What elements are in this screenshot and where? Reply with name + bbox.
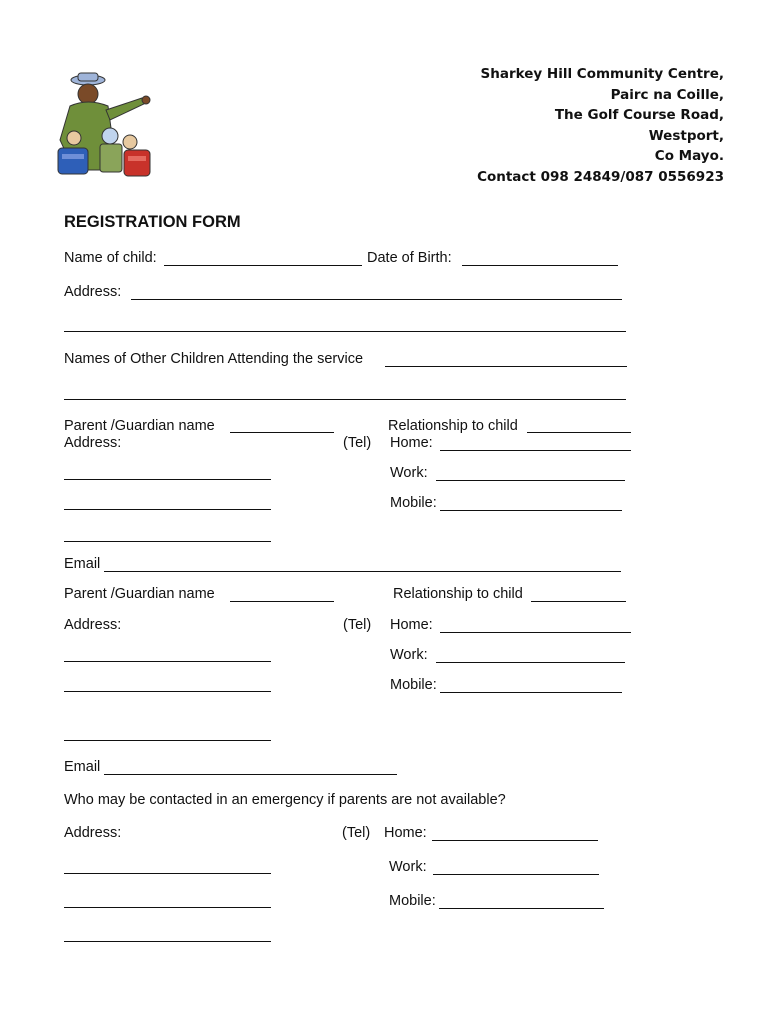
address-field-line-1[interactable] bbox=[131, 299, 622, 300]
centre-address bbox=[477, 64, 724, 188]
parent1-home-field[interactable] bbox=[440, 450, 631, 451]
parent2-address-label: Address: bbox=[64, 617, 122, 633]
parent1-work-label: Work: bbox=[390, 465, 428, 481]
parent2-home-label: Home: bbox=[390, 617, 433, 633]
parent1-tel-label: (Tel) bbox=[343, 435, 372, 451]
emergency-address-field-2[interactable] bbox=[64, 907, 271, 908]
parent1-address-field-3[interactable] bbox=[64, 541, 271, 542]
emergency-tel-label: (Tel) bbox=[342, 825, 371, 841]
emergency-question: Who may be contacted in an emergency if parents are not available? bbox=[64, 792, 506, 808]
parent1-work-field[interactable] bbox=[436, 480, 625, 481]
address-line: Co Mayo. bbox=[654, 148, 724, 165]
parent1-name-label: Parent /Guardian name bbox=[64, 418, 215, 434]
parent2-name-label: Parent /Guardian name bbox=[64, 586, 215, 602]
parent1-address-field-1[interactable] bbox=[64, 479, 271, 480]
name-of-child-field[interactable] bbox=[164, 265, 362, 266]
parent1-relationship-label: Relationship to child bbox=[388, 418, 518, 434]
parent2-address-field-2[interactable] bbox=[64, 691, 271, 692]
name-of-child-label: Name of child: bbox=[64, 250, 157, 266]
contact-line: Contact 098 24849/087 0556923 bbox=[477, 168, 724, 185]
parent2-relationship-field[interactable] bbox=[531, 601, 626, 602]
emergency-address-field-1[interactable] bbox=[64, 873, 271, 874]
address-line: Westport, bbox=[648, 127, 724, 144]
parent1-mobile-label: Mobile: bbox=[390, 495, 437, 511]
address-line: Pairc na Coille, bbox=[610, 86, 724, 103]
parent1-relationship-field[interactable] bbox=[527, 432, 631, 433]
parent2-email-label: Email bbox=[64, 759, 101, 775]
parent1-address-field-2[interactable] bbox=[64, 509, 271, 510]
parent2-work-label: Work: bbox=[390, 647, 428, 663]
parent2-relationship-label: Relationship to child bbox=[393, 586, 523, 602]
other-children-field-1[interactable] bbox=[385, 366, 627, 367]
parent1-email-field[interactable] bbox=[104, 571, 621, 572]
emergency-mobile-label: Mobile: bbox=[389, 893, 436, 909]
other-children-label: Names of Other Children Attending the service bbox=[64, 351, 364, 367]
address-label: Address: bbox=[64, 284, 122, 300]
parent2-mobile-label: Mobile: bbox=[390, 677, 437, 693]
address-line: Sharkey Hill Community Centre, bbox=[480, 66, 724, 82]
parent2-email-field[interactable] bbox=[104, 774, 397, 775]
parent2-mobile-field[interactable] bbox=[440, 692, 622, 693]
emergency-address-field-3[interactable] bbox=[64, 941, 271, 942]
parent2-address-field-3[interactable] bbox=[64, 740, 271, 741]
emergency-work-field[interactable] bbox=[433, 874, 599, 875]
date-of-birth-field[interactable] bbox=[462, 265, 618, 266]
parent1-home-label: Home: bbox=[390, 435, 433, 451]
parent2-work-field[interactable] bbox=[436, 662, 625, 663]
form-title: REGISTRATION FORM bbox=[64, 213, 241, 231]
emergency-work-label: Work: bbox=[389, 859, 427, 875]
parent2-name-field[interactable] bbox=[230, 601, 334, 602]
emergency-home-label: Home: bbox=[384, 825, 427, 841]
other-children-field-2[interactable] bbox=[64, 399, 626, 400]
parent2-home-field[interactable] bbox=[440, 632, 631, 633]
address-line: The Golf Course Road, bbox=[554, 107, 724, 124]
date-of-birth-label: Date of Birth: bbox=[367, 250, 452, 266]
emergency-address-label: Address: bbox=[64, 825, 122, 841]
parent1-email-label: Email bbox=[64, 556, 101, 572]
parent2-address-field-1[interactable] bbox=[64, 661, 271, 662]
clipart-teacher-icon bbox=[50, 70, 158, 182]
emergency-mobile-field[interactable] bbox=[439, 908, 604, 909]
parent1-mobile-field[interactable] bbox=[440, 510, 622, 511]
address-field-line-2[interactable] bbox=[64, 331, 626, 332]
parent1-address-label: Address: bbox=[64, 435, 122, 451]
emergency-home-field[interactable] bbox=[432, 840, 598, 841]
parent2-tel-label: (Tel) bbox=[343, 617, 372, 633]
parent1-name-field[interactable] bbox=[230, 432, 334, 433]
